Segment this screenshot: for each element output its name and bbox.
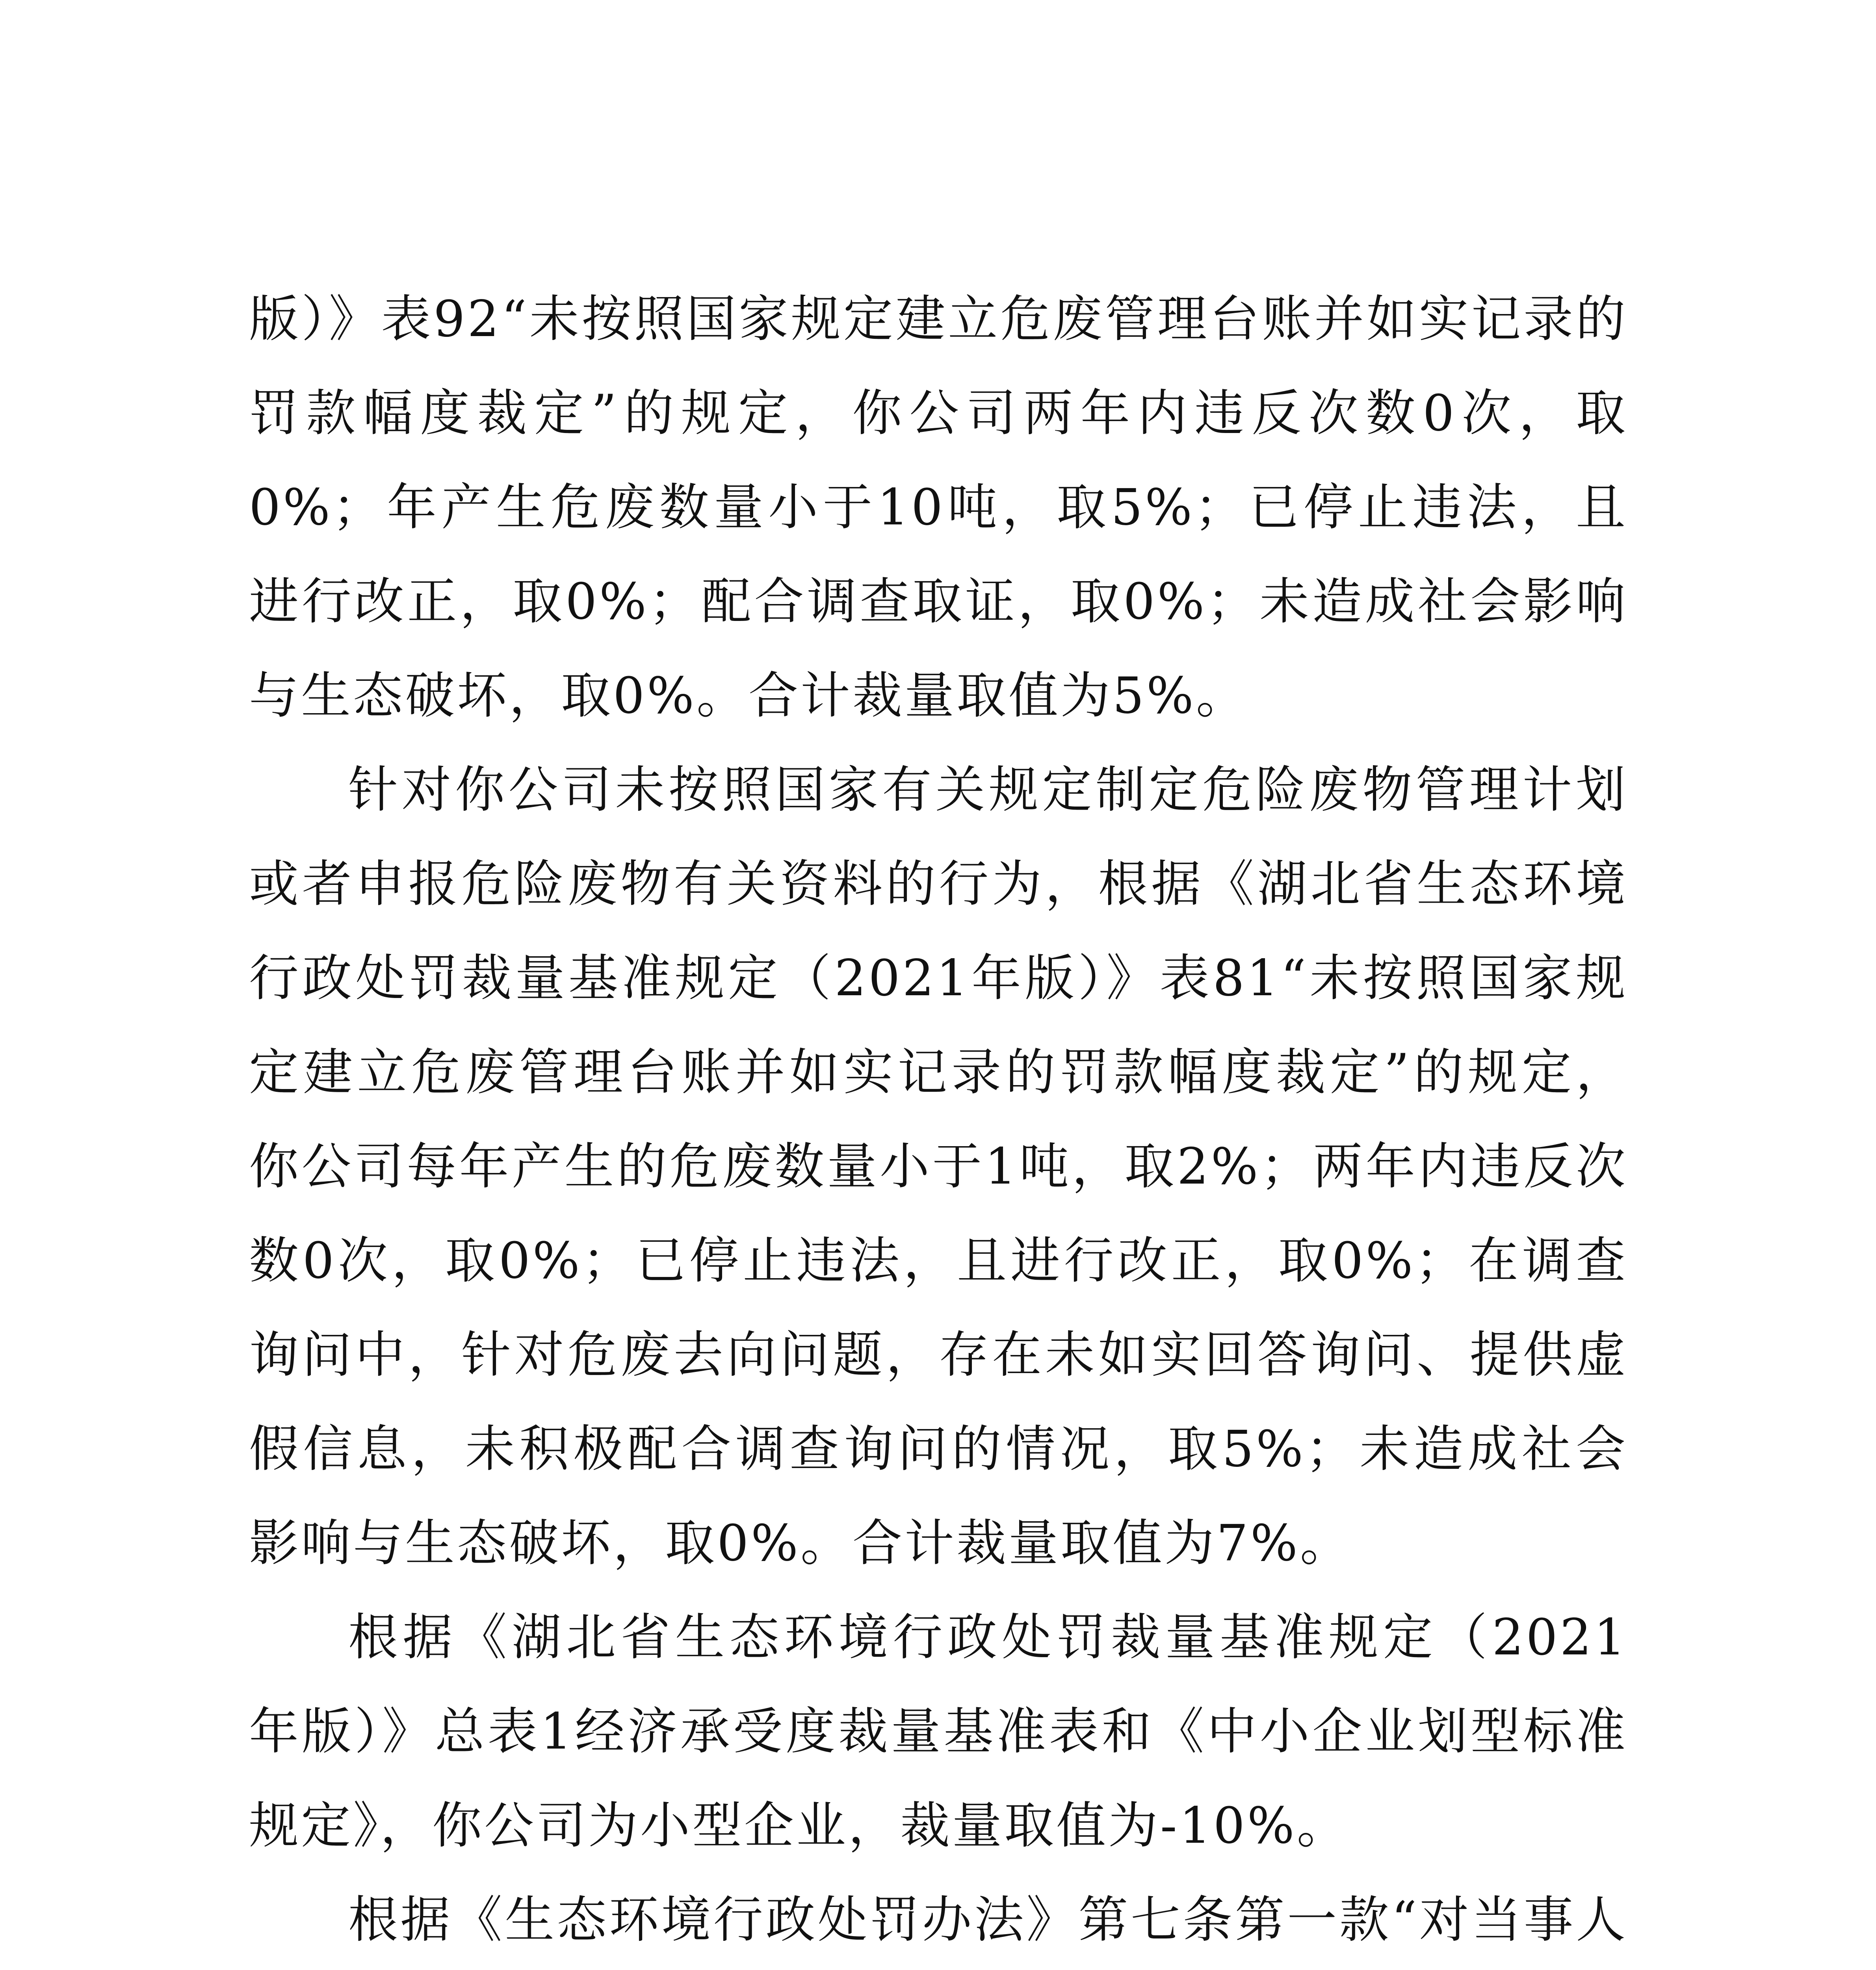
paragraph-1: 版）》表92“未按照国家规定建立危废管理台账并如实记录的罚款幅度裁定”的规定，你公司两年内违反次数0次，取0%；年产生危废数量小于10吨，取5%；已停止违法，且进行改正，取0%；配合调查取证，取0%；未造成社会影响与生态破坏，取0%。合计裁量取值为5%。 <box>249 290 1628 725</box>
body-text <box>249 272 1628 1970</box>
paragraph-4: 根据《生态环境行政处罚办法》第七条第一款“对当事人 <box>348 1891 1628 1949</box>
paragraph-3: 根据《湖北省生态环境行政处罚裁量基准规定（2021年版）》总表1经济承受度裁量基准表和《中小企业划型标准规定》，你公司为小型企业，裁量取值为-10%。 <box>249 1608 1628 1855</box>
paragraph-2: 针对你公司未按照国家有关规定制定危险废物管理计划或者申报危险废物有关资料的行为，根据《湖北省生态环境行政处罚裁量基准规定（2021年版）》表81“未按照国家规定建立危废管理台账并如实记录的罚款幅度裁定”的规定，你公司每年产生的危废数量小于1吨，取2%；两年内违反次数0次，取0%；已停止违法，且进行改正，取0%；在调查询问中，针对危废去向问题，存在未如实回答询问、提供虚假信息，未积极配合调查询问的情况，取5%；未造成社会影响与生态破坏，取0%。合计裁量取值为7%。 <box>249 761 1628 1572</box>
